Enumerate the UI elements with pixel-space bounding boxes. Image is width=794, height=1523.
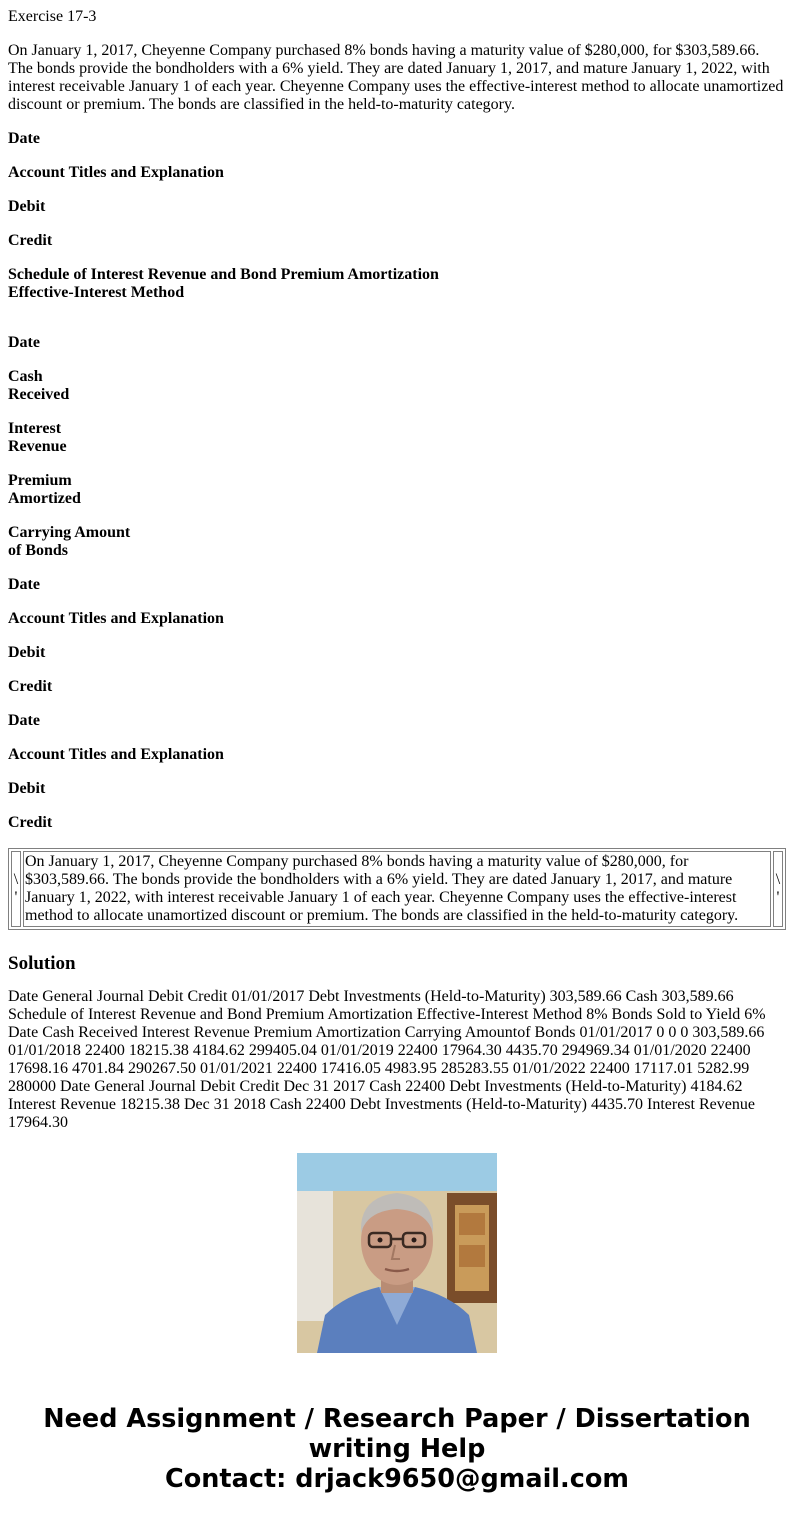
exercise-title: Exercise 17-3 xyxy=(8,8,97,25)
promo-contact: Contact: drjack9650@gmail.com xyxy=(165,1464,629,1494)
journal-1-account-header: Account Titles and Explanation xyxy=(8,164,224,181)
journal-2-account-header: Account Titles and Explanation xyxy=(8,610,224,627)
journal-3-debit-header: Debit xyxy=(8,780,46,797)
solution-text: Date General Journal Debit Credit 01/01/2017 Debt Investments (Held-to-Maturity) 303,589.66 Cash 303,589.66 Schedule of Interest Revenue and Bond Premium Amortization Effective-Interest Method 8% Bonds Sold to Yield 6% Date Cash Received Interest Revenue Premium Amortization Carrying Amountof Bonds 01/01/2017 0 0 0 303,589.66 01/01/2018 22400 18215.38 4184.62 299405.04 01/01/2019 22400 17964.30 4435.70 294969.34 01/01/2020 22400 17698.16 4701.84 290267.50 01/01/2021 22400 17416.05 4983.95 285283.55 01/01/2022 22400 17117.01 5282.99 280000 Date General Journal Debit Credit Dec 31 2017 Cash 22400 Debt Investments (Held-to-Maturity) 4184.62 Interest Revenue 18215.38 Dec 31 2018 Cash 22400 Debt Investments (Held-to-Maturity) 4435.70 Interest Revenue 17964.30 xyxy=(8,988,766,1131)
journal-3-date-header: Date xyxy=(8,712,40,729)
document-body xyxy=(8,8,786,991)
schedule-title xyxy=(8,266,786,302)
quote-box-row xyxy=(11,851,783,927)
schedule-carrying-line-2: of Bonds xyxy=(8,542,69,559)
promo-banner xyxy=(0,1404,794,1494)
schedule-date-header: Date xyxy=(8,334,40,351)
question-quote-box xyxy=(8,848,786,930)
journal-1-date-header: Date xyxy=(8,130,40,147)
schedule-cash-header xyxy=(8,368,786,404)
journal-3-account-header: Account Titles and Explanation xyxy=(8,746,224,763)
spacer xyxy=(8,318,786,334)
quote-text: On January 1, 2017, Cheyenne Company purchased 8% bonds having a maturity value of $280,000, for $303,589.66. The bonds provide the bondholders with a 6% yield. They are dated January 1, 2017, and mature January 1, 2022, with interest receivable January 1 of each year. Cheyenne Company uses the effective-interest method to allocate unamortized discount or premium. The bonds are classified in the held-to-maturity category. xyxy=(23,851,771,927)
journal-2-credit-header: Credit xyxy=(8,678,53,695)
schedule-interest-header xyxy=(8,420,786,456)
promo-line-1: Need Assignment / Research Paper / Dissertation xyxy=(43,1404,751,1434)
journal-1-credit-header: Credit xyxy=(8,232,53,249)
schedule-cash-line-2: Received xyxy=(8,386,70,403)
schedule-premium-line-2: Amortized xyxy=(8,490,81,507)
author-photo xyxy=(297,1153,497,1353)
schedule-title-line-2: Effective-Interest Method xyxy=(8,284,185,301)
journal-1-debit-header: Debit xyxy=(8,198,46,215)
problem-text: On January 1, 2017, Cheyenne Company purchased 8% bonds having a maturity value of $280,000, for $303,589.66. The bonds provide the bondholders with a 6% yield. They are dated January 1, 2017, and mature January 1, 2022, with interest receivable January 1 of each year. Cheyenne Company uses the effective-interest method to allocate unamortized discount or premium. The bonds are classified in the held-to-maturity category. xyxy=(8,42,784,113)
schedule-cash-line-1: Cash xyxy=(8,368,43,385)
schedule-carrying-header xyxy=(8,524,786,560)
journal-2-debit-header: Debit xyxy=(8,644,46,661)
promo-line-2: writing Help xyxy=(308,1434,486,1464)
schedule-premium-header xyxy=(8,472,786,508)
schedule-carrying-line-1: Carrying Amount xyxy=(8,524,131,541)
schedule-premium-line-1: Premium xyxy=(8,472,72,489)
portrait-image xyxy=(297,1153,497,1353)
solution-heading: Solution xyxy=(8,953,76,974)
journal-3-credit-header: Credit xyxy=(8,814,53,831)
schedule-title-line-1: Schedule of Interest Revenue and Bond Premium Amortization xyxy=(8,266,439,283)
schedule-interest-line-1: Interest xyxy=(8,420,62,437)
schedule-interest-line-2: Revenue xyxy=(8,438,67,455)
quote-left-mark: \ ' xyxy=(11,851,21,927)
quote-right-mark: \ ' xyxy=(773,851,783,927)
journal-2-date-header: Date xyxy=(8,576,40,593)
